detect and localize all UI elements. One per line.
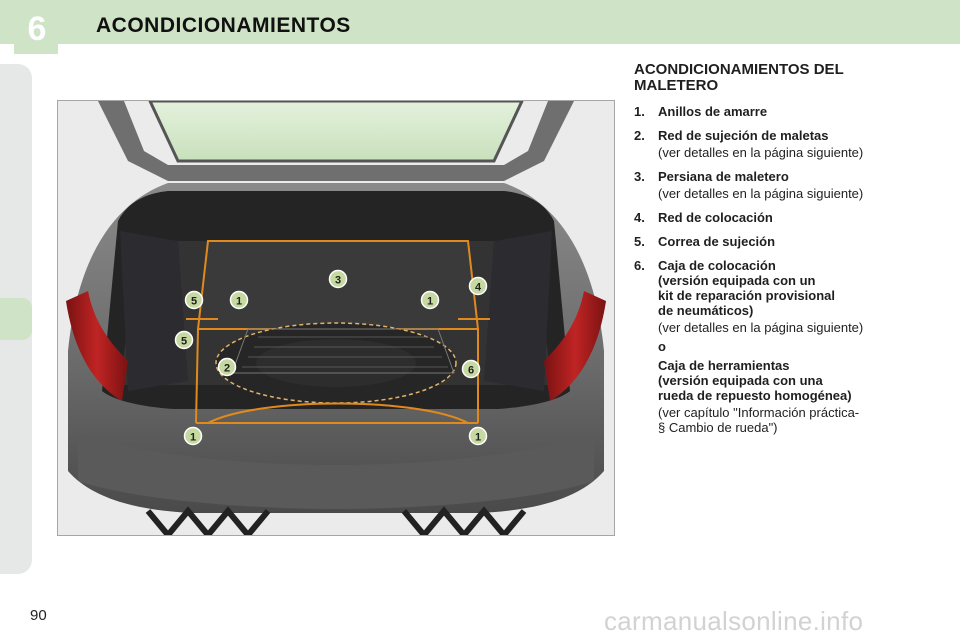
chapter-marker <box>0 298 32 340</box>
trunk-illustration <box>57 100 615 536</box>
page-number: 90 <box>30 607 47 624</box>
chapter-number: 6 <box>27 10 47 48</box>
watermark: carmanualsonline.info <box>604 606 864 636</box>
legend-item-5: 5. Correa de sujeción <box>634 234 776 249</box>
callout-1-sill-right <box>470 428 487 445</box>
legend-column <box>634 62 924 444</box>
svg-text:4: 4 <box>474 281 482 294</box>
callout-5-lower <box>176 332 193 349</box>
callout-6 <box>463 361 480 378</box>
svg-text:1: 1 <box>189 431 197 444</box>
callout-5-upper <box>186 292 203 309</box>
legend-item-1: 1. Anillos de amarre <box>634 104 768 119</box>
legend-item-4: 4. Red de colocación <box>634 210 773 225</box>
section-title: ACONDICIONAMIENTOS DEL MALETERO <box>634 61 844 94</box>
callout-1-shelf-right <box>422 292 439 309</box>
legend-item-6: 6. Caja de colocación (versión equipada con un kit de reparación provisional de neumáticos) (ver detalles en la página siguiente) o Caja de herramientas (versión equipada con una rueda de repuesto homogénea) (ver capítulo "Información práctica- § Cambio de rueda") <box>634 258 864 435</box>
svg-text:1: 1 <box>235 295 243 308</box>
legend-item-3: 3. Persiana de maletero (ver detalles en la página siguiente) <box>634 169 864 201</box>
callout-1-shelf-left <box>231 292 248 309</box>
legend-item-2: 2. Red de sujeción de maletas (ver detalles en la página siguiente) <box>634 128 864 160</box>
callout-3 <box>330 271 347 288</box>
svg-text:6: 6 <box>467 364 475 377</box>
svg-text:5: 5 <box>190 295 198 308</box>
svg-text:1: 1 <box>426 295 434 308</box>
callout-4 <box>470 278 487 295</box>
svg-text:2: 2 <box>223 362 231 375</box>
svg-text:5: 5 <box>180 335 188 348</box>
callout-2 <box>219 359 236 376</box>
svg-text:1: 1 <box>474 431 482 444</box>
svg-text:3: 3 <box>334 274 342 287</box>
chapter-title: ACONDICIONAMIENTOS <box>96 14 351 37</box>
callout-1-sill-left <box>185 428 202 445</box>
